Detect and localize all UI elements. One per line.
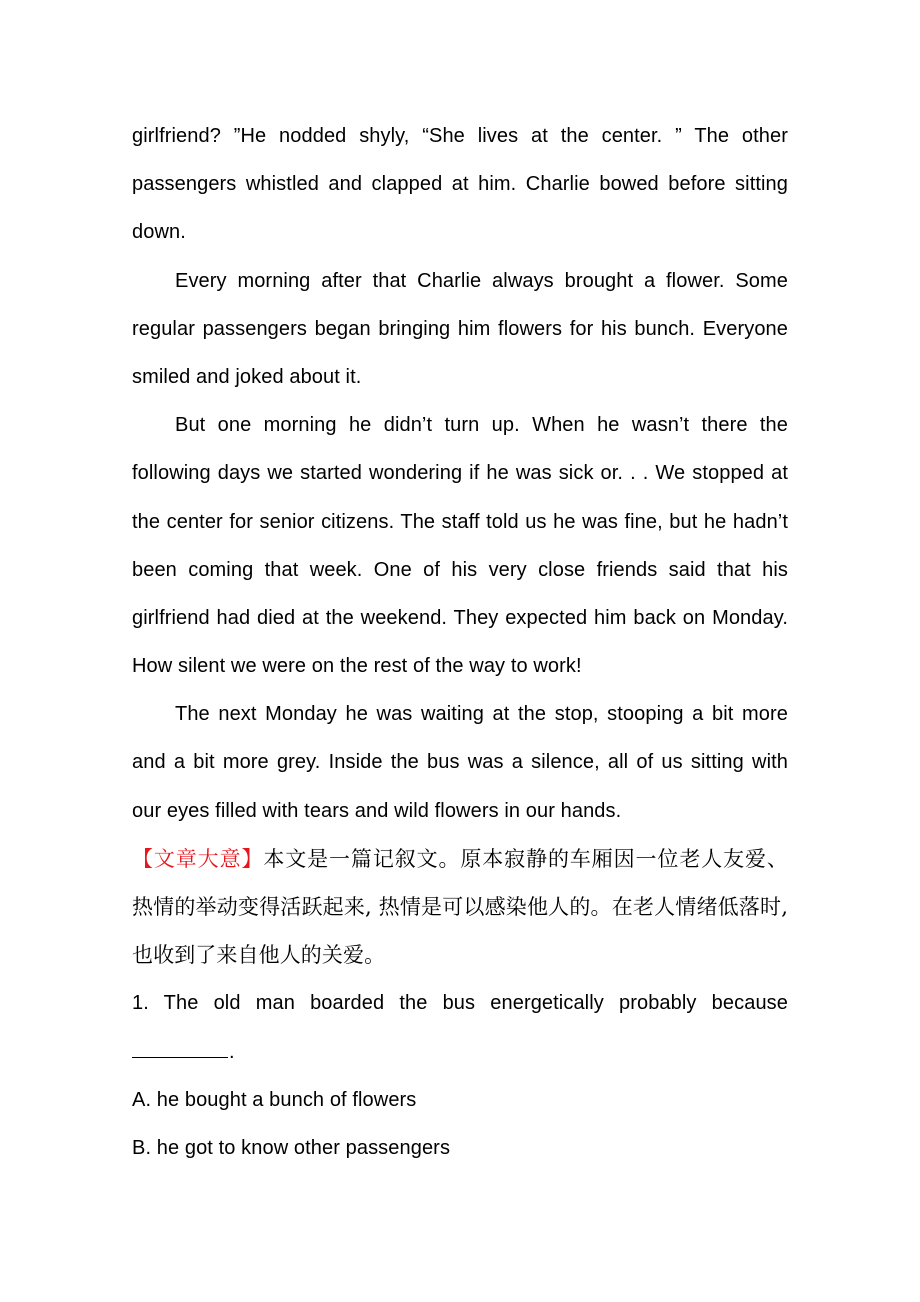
passage-p2-line-2: regular passengers began bringing him flowers for his bunch. Everyone — [132, 317, 788, 340]
passage-p1-line-1: girlfriend? ”He nodded shyly, “She lives at the center. ” The other — [132, 125, 788, 147]
passage-p3-line-5: girlfriend had died at the weekend. They expected him back on Monday. — [132, 606, 788, 629]
passage-p2-line-1: Every morning after that Charlie always brought a flower. Some — [175, 269, 788, 292]
passage-p4-line-3: our eyes filled with tears and wild flowers in our hands. — [132, 799, 622, 822]
question-stem-line-2 — [132, 1028, 788, 1076]
passage-p3-line-4: been coming that week. One of his very close friends said that his — [132, 558, 788, 581]
question-stem-line-1: 1. The old man boarded the bus energetically probably because — [132, 992, 788, 1015]
passage-p1-line-2: passengers whistled and clapped at him. Charlie bowed before sitting — [132, 173, 788, 196]
answer-blank — [132, 1037, 228, 1058]
summary-label: 【文章大意】 — [132, 846, 264, 871]
summary-line-2: 热情的举动变得活跃起来, 热情是可以感染他人的。在老人情绪低落时, — [132, 895, 788, 919]
passage-p4-line-2: and a bit more grey. Inside the bus was a silence, all of us sitting with — [132, 751, 788, 774]
summary-text-1: 本文是一篇记叙文。原本寂静的车厢因一位老人友爱、 — [263, 846, 788, 871]
passage-p3-line-2: following days we started wondering if he was sick or. . . We stopped at — [132, 462, 788, 485]
summary-line-1 — [132, 835, 788, 883]
option-b: B. he got to know other passengers — [132, 1136, 451, 1159]
passage-p1-line-3: down. — [132, 221, 186, 244]
passage-p2-line-3: smiled and joked about it. — [132, 365, 362, 388]
passage — [132, 112, 788, 1172]
option-a: A. he bought a bunch of flowers — [132, 1088, 417, 1111]
passage-p3-line-1: But one morning he didn’t turn up. When he wasn’t there the — [175, 414, 788, 437]
passage-p3-line-6: How silent we were on the rest of the way to work! — [132, 655, 582, 678]
passage-p4-line-1: The next Monday he was waiting at the stop, stooping a bit more — [175, 703, 788, 726]
passage-p3-line-3: the center for senior citizens. The staff told us he was fine, but he hadn’t — [132, 510, 788, 533]
summary-line-3: 也收到了来自他人的关爱。 — [132, 943, 386, 968]
question-stem-end: . — [229, 1040, 235, 1063]
